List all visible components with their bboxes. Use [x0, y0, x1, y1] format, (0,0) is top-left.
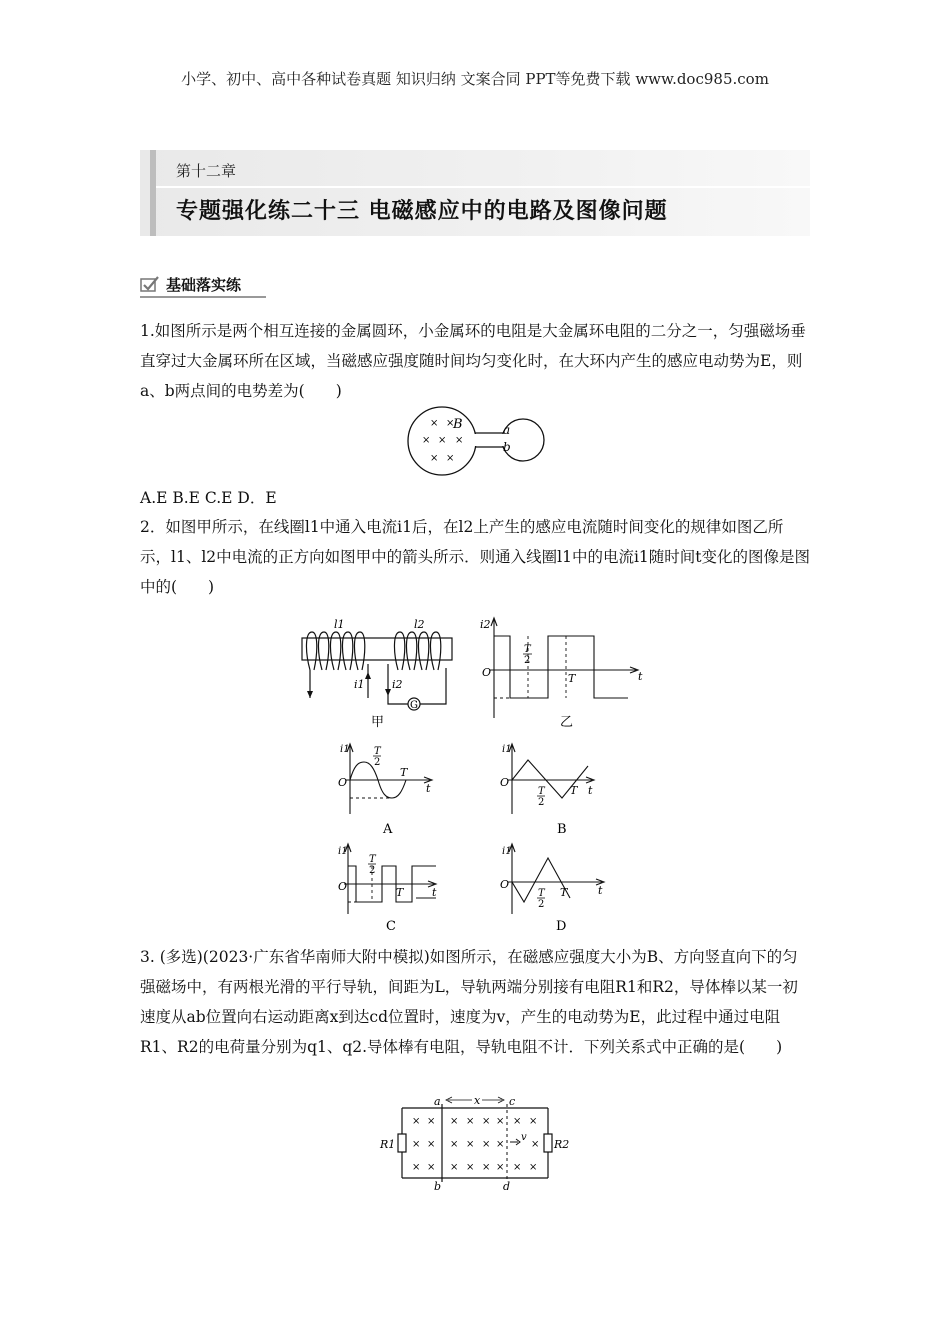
banner-bar: [150, 150, 156, 236]
galvanometer-label: G: [410, 700, 418, 711]
label-x: x: [474, 1094, 481, 1107]
label-R2: R2: [554, 1138, 570, 1151]
field-cross: ×: [496, 1139, 505, 1150]
q3-figure-rails: [376, 1094, 576, 1194]
option-a-graph: [336, 742, 456, 838]
label-l2: l2: [414, 618, 425, 631]
field-cross: ×: [466, 1162, 475, 1173]
label-l1: l1: [334, 618, 345, 631]
axis-label-t: t: [588, 784, 593, 797]
tick-T-half: T: [538, 786, 545, 797]
axis-label-t: t: [598, 884, 603, 897]
label-i2: i2: [392, 678, 403, 691]
page-title: 专题强化练二十三 电磁感应中的电路及图像问题: [176, 199, 668, 224]
axis-label-i1: i1: [502, 846, 512, 857]
axis-label-i1: i1: [502, 744, 512, 755]
field-cross: ×: [466, 1116, 475, 1127]
figure-caption-yi: 乙: [560, 715, 574, 730]
field-cross: ×: [513, 1116, 522, 1127]
tick-T-half-den: 2: [538, 797, 545, 808]
section-heading: [140, 272, 266, 298]
origin-label: O: [500, 776, 510, 789]
tick-T: T: [560, 886, 568, 899]
axis-label-i1: i1: [340, 744, 350, 755]
label-c: c: [509, 1095, 516, 1108]
label-b: b: [434, 1180, 442, 1193]
field-cross: ×: [496, 1116, 505, 1127]
option-caption: D: [556, 919, 567, 934]
field-cross: ×: [513, 1162, 522, 1173]
label-B: B: [453, 417, 463, 432]
chapter-banner: [140, 150, 810, 236]
field-cross: ×: [427, 1116, 436, 1127]
origin-label: O: [482, 666, 492, 679]
axis-label-i1: i1: [338, 846, 348, 857]
tick-T: T: [568, 672, 576, 685]
q2-figure-jia-coils: [296, 612, 471, 732]
tick-T-half: T: [374, 746, 381, 757]
tick-T-half-den: 2: [374, 757, 381, 768]
tick-T-half-den: 2: [538, 899, 545, 910]
label-v: v: [521, 1132, 527, 1143]
tick-T-half: T: [369, 854, 376, 865]
figure-caption-jia: 甲: [371, 715, 385, 730]
field-cross: ×: [427, 1139, 436, 1150]
field-cross: ×: [438, 435, 447, 446]
option-c-graph: [336, 842, 456, 938]
tick-T: T: [570, 784, 578, 797]
tick-T-half-den: 2: [369, 865, 376, 876]
option-d-graph: [498, 842, 618, 938]
axis-label-i2: i2: [480, 618, 491, 631]
field-cross: ×: [412, 1162, 421, 1173]
axis-label-t: t: [432, 886, 437, 899]
field-cross: ×: [446, 453, 455, 464]
field-cross: ×: [455, 435, 464, 446]
q2-figure-yi-graph: [476, 612, 651, 732]
option-b-graph: [498, 742, 618, 838]
field-cross: ×: [430, 418, 439, 429]
axis-label-t: t: [426, 782, 431, 795]
field-cross: ×: [482, 1162, 491, 1173]
label-R1: R1: [380, 1138, 396, 1151]
question-1-choices: A.E B.E C.E D．E: [140, 489, 277, 507]
tick-T-half: T: [538, 888, 545, 899]
field-cross: ×: [482, 1139, 491, 1150]
question-2-text: 2．如图甲所示，在线圈l1中通入电流i1后，在l2上产生的感应电流随时间变化的规律如图乙所示，l1、l2中电流的正方向如图甲中的箭头所示．则通入线圈l1中的电流i1随时间t变化的图像是图中的( ): [140, 518, 811, 596]
field-cross: ×: [412, 1116, 421, 1127]
field-cross: ×: [446, 418, 455, 429]
field-cross: ×: [529, 1162, 538, 1173]
tick-T-half: T: [524, 644, 531, 655]
field-cross: ×: [482, 1116, 491, 1127]
field-cross: ×: [529, 1116, 538, 1127]
tick-T: T: [396, 886, 404, 899]
field-cross: ×: [412, 1139, 421, 1150]
field-cross: ×: [450, 1116, 459, 1127]
label-a: a: [503, 423, 511, 437]
banner-divider: [156, 186, 810, 188]
origin-label: O: [338, 880, 348, 893]
q1-figure-rings: [405, 404, 545, 480]
chapter-label: 第十二章: [176, 162, 237, 180]
checkmark-icon: [140, 276, 160, 292]
field-cross: ×: [450, 1139, 459, 1150]
field-cross: ×: [466, 1139, 475, 1150]
label-d: d: [503, 1180, 511, 1193]
field-cross: ×: [496, 1162, 505, 1173]
origin-label: O: [500, 878, 510, 891]
field-cross: ×: [422, 435, 431, 446]
option-caption: B: [557, 822, 567, 837]
option-caption: A: [383, 822, 393, 837]
page-header: 小学、初中、高中各种试卷真题 知识归纳 文案合同 PPT等免费下载 www.doc985.com: [181, 70, 769, 88]
label-i1: i1: [354, 678, 365, 691]
field-cross: ×: [450, 1162, 459, 1173]
section-label: 基础落实练: [166, 275, 242, 294]
field-cross: ×: [531, 1139, 540, 1150]
label-b: b: [503, 440, 511, 454]
field-cross: ×: [430, 453, 439, 464]
axis-label-t: t: [638, 670, 643, 683]
question-1-text: 1.如图所示是两个相互连接的金属圆环，小金属环的电阻是大金属环电阻的二分之一，匀强磁场垂直穿过大金属环所在区域，当磁感应强度随时间均匀变化时，在大环内产生的感应电动势为E，则a、b两点间的电势差为( ): [140, 322, 806, 400]
label-a: a: [434, 1095, 441, 1108]
tick-T-half-den: 2: [524, 655, 531, 666]
origin-label: O: [338, 776, 348, 789]
field-cross: ×: [427, 1162, 436, 1173]
tick-T: T: [400, 766, 408, 779]
question-3-text: 3. (多选)(2023·广东省华南师大附中模拟)如图所示，在磁感应强度大小为B、方向竖直向下的匀强磁场中，有两根光滑的平行导轨，间距为L，导轨两端分别接有电阻R1和R2，导体棒以某一初速度从ab位置向右运动距离x到达cd位置时，速度为v，产生的电动势为E，此过程中通过电阻R1、R2的电荷量分别为q1、q2.导体棒有电阻，导轨电阻不计．下列关系式中正确的是( ): [140, 948, 798, 1056]
option-caption: C: [386, 919, 396, 934]
